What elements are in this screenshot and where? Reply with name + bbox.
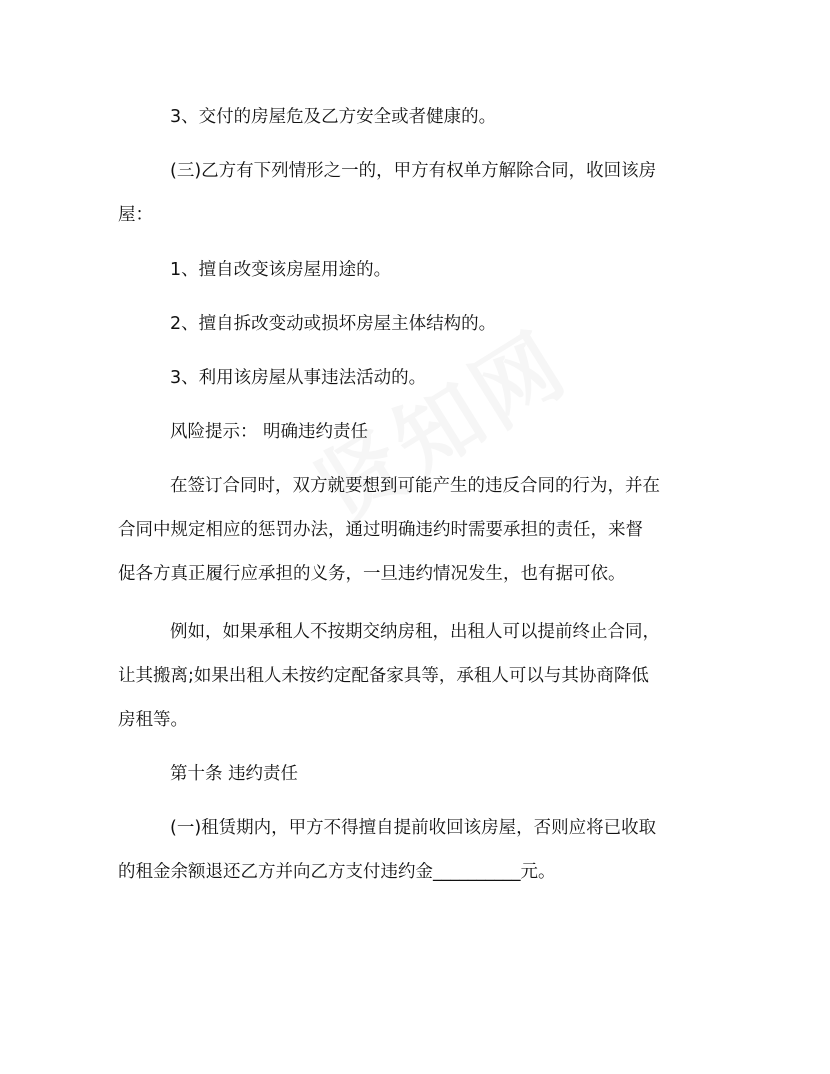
article-10-heading: [118, 756, 718, 792]
risk-tip-paragraph: [118, 468, 718, 592]
clause-item-1: [118, 252, 718, 288]
text-line: 第十条 违约责任: [170, 764, 299, 784]
clause-item-2: [118, 306, 718, 342]
text-line: 在签订合同时，双方就要想到可能产生的违反合同的行为，并在: [170, 476, 660, 496]
text-line: 房租等。: [118, 710, 188, 730]
text-line: 3、交付的房屋危及乙方安全或者健康的。: [170, 107, 497, 127]
text-line: 3、利用该房屋从事违法活动的。: [170, 368, 427, 388]
article-10-clause-1: [118, 810, 718, 890]
clause-section-3: [118, 153, 718, 233]
text-line: (一)租赁期内，甲方不得擅自提前收回该房屋，否则应将已收取: [170, 818, 657, 838]
text-line: 让其搬离;如果出租人未按约定配备家具等，承租人可以与其协商降低: [118, 666, 649, 686]
text-line: (三)乙方有下列情形之一的，甲方有权单方解除合同，收回该房: [170, 161, 657, 181]
example-paragraph: [118, 614, 718, 738]
clause-item-3-delivery: [118, 99, 718, 135]
text-line: 的租金余额退还乙方并向乙方支付违约金__________元。: [118, 862, 556, 882]
text-line: 合同中规定相应的惩罚办法，通过明确违约时需要承担的责任，来督: [118, 520, 643, 540]
text-line: 屋：: [118, 205, 153, 225]
text-line: 1、擅自改变该房屋用途的。: [170, 260, 392, 280]
text-line: 风险提示： 明确违约责任: [170, 422, 369, 442]
text-line: 例如，如果承租人不按期交纳房租，出租人可以提前终止合同，: [170, 622, 660, 642]
risk-tip-heading: [118, 414, 718, 450]
clause-item-3-illegal: [118, 360, 718, 396]
text-line: 促各方真正履行应承担的义务，一旦违约情况发生，也有据可依。: [118, 564, 626, 584]
text-line: 2、擅自拆改变动或损坏房屋主体结构的。: [170, 314, 497, 334]
